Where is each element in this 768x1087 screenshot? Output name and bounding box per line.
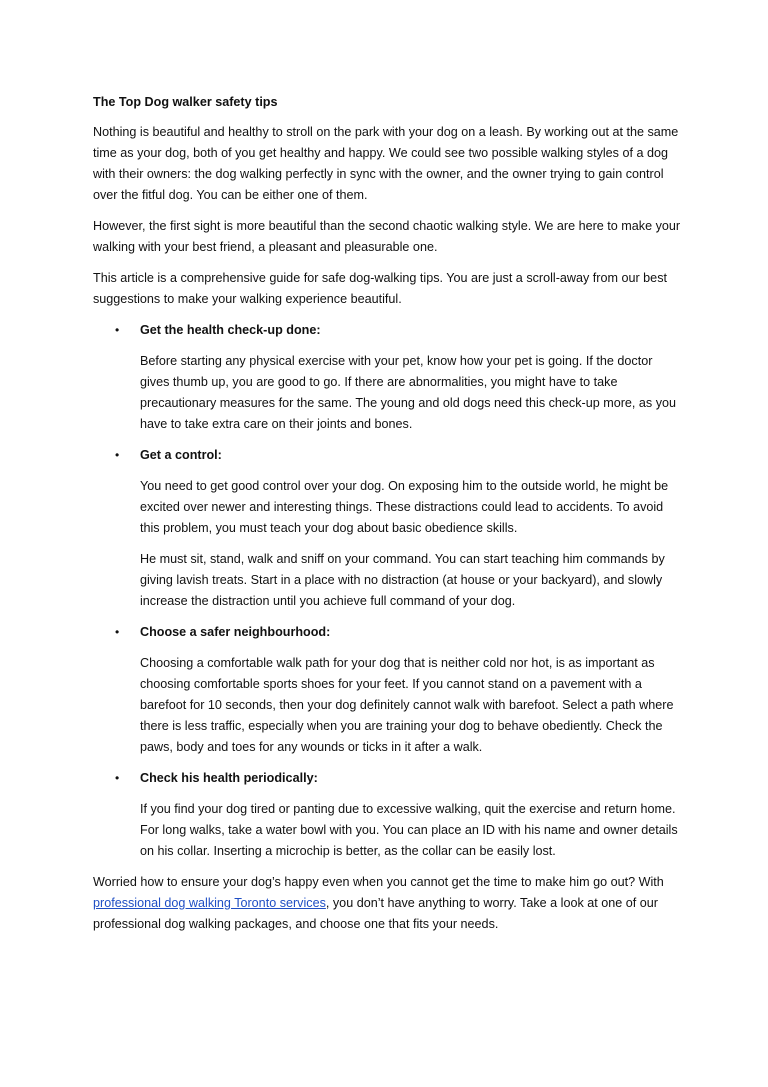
intro-paragraph-1: Nothing is beautiful and healthy to stroll on the park with your dog on a leash. By working out at the same time as your dog, both of you get healthy and happy. We could see two possible walking styles of a dog with their owners: the dog walking perfectly in sync with the owner, and the owner trying to gain control over the fitful dog. You can be either one of them. [93,125,679,202]
tip-item-neighbourhood [93,622,685,758]
dog-walking-services-link[interactable]: professional dog walking Toronto services [93,896,326,910]
tip-heading: Check his health periodically: [140,771,318,785]
tips-list [93,320,685,862]
intro-paragraph-2: However, the first sight is more beautiful than the second chaotic walking style. We are here to make your walking with your best friend, a pleasant and pleasurable one. [93,219,681,254]
document-body [93,92,685,945]
tip-item-periodic-health [93,768,685,862]
tip-heading: Get a control: [140,448,222,462]
tip-paragraph: Choosing a comfortable walk path for your dog that is neither cold nor hot, is as important as choosing comfortable sports shoes for your feet. If you cannot stand on a pavement with a barefoot for 10 seconds, then your dog definitely cannot walk with barefoot. Select a path where there is less traffic, especially when you are training your dog to behave obediently. Check the paws, body and toes for any wounds or ticks in it after a walk. [140,656,674,754]
bullet-icon: • [115,771,120,785]
bullet-icon: • [115,448,120,462]
bullet-icon: • [115,625,120,639]
tip-paragraph: You need to get good control over your dog. On exposing him to the outside world, he might be excited over newer and interesting things. These distractions could lead to accidents. To avoid this problem, you must teach your dog about basic obedience skills. [140,479,669,535]
tip-paragraph: He must sit, stand, walk and sniff on your command. You can start teaching him commands by giving lavish treats. Start in a place with no distraction (at house or your backyard), and slowly increase the distraction until you achieve full command of your dog. [140,552,665,608]
tip-item-control [93,445,685,612]
tip-paragraph: Before starting any physical exercise with your pet, know how your pet is going. If the doctor gives thumb up, you are good to go. If there are abnormalities, you might have to take precautionary measures for the same. The young and old dogs need this check-up more, as you have to take extra care on their joints and bones. [140,354,677,431]
closing-paragraph [93,872,685,935]
tip-paragraph: If you find your dog tired or panting due to excessive walking, quit the exercise and return home. For long walks, take a water bowl with you. You can place an ID with his name and owner details on his collar. Inserting a microchip is better, as the collar can be easily lost. [140,802,678,858]
closing-text-before-link: Worried how to ensure your dog’s happy even when you cannot get the time to make him go out? With [93,875,664,889]
intro-paragraph-3: This article is a comprehensive guide for safe dog-walking tips. You are just a scroll-away from our best suggestions to make your walking experience beautiful. [93,271,667,306]
document-title: The Top Dog walker safety tips [93,95,278,109]
tip-heading: Get the health check-up done: [140,323,321,337]
bullet-icon: • [115,323,120,337]
tip-item-health-checkup [93,320,685,435]
closing-text-after-link: , you don’t have anything to worry. Take a look at one of our professional dog walking packages, and choose one that fits your needs. [93,896,658,931]
tip-heading: Choose a safer neighbourhood: [140,625,331,639]
